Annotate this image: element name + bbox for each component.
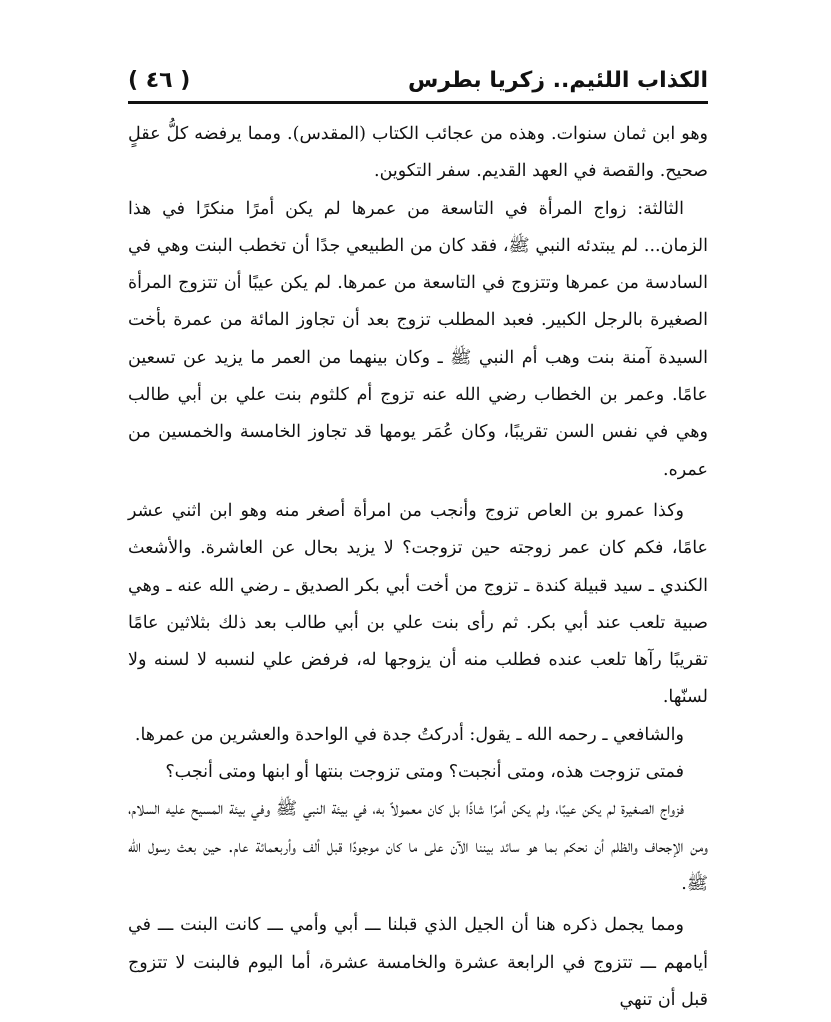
page-header (128, 64, 708, 100)
header-divider (128, 101, 708, 104)
paragraph: فمتى تزوجت هذه، ومتى أنجبت؟ ومتى تزوجت بنتها أو ابنها ومتى أنجب؟ (165, 762, 684, 783)
body-text (128, 116, 708, 1019)
paragraph: وكذا عمرو بن العاص تزوج وأنجب من امرأة أصغر منه وهو ابن اثني عشر عامًا، فكم كان عمر زوجته حين تزوجت؟ لا يزيد بحال عن العاشرة. والأشعث الكندي ـ سيد قبيلة كندة ـ تزوج من أخت أبي بكر الصديق ـ رضي الله عنه ـ وهي صبية تلعب عند أبي بكر. ثم رأى بنت علي بن أبي طالب بعد ذلك بثلاثين عامًا تقريبًا رآها تلعب عنده فطلب منه أن يزوجها له، فرفض علي لنسبه لا لسنه ولا لسنّها. (128, 500, 708, 708)
paragraph: ومما يجمل ذكره هنا أن الجيل الذي قبلنا ـــ أبي وأمي ـــ كانت البنت ـــ في أيامهم ـــ تتزوج في الرابعة عشرة والخامسة عشرة، أما اليوم فالبنت لا تتزوج قبل أن تنهي (128, 915, 708, 1010)
paragraph: والشافعي ـ رحمه الله ـ يقول: أدركتُ جدة في الواحدة والعشرين من عمرها. (134, 724, 684, 745)
paragraph: وهو ابن ثمان سنوات. وهذه من عجائب الكتاب (المقدس). ومما يرفضه كلُّ عقلٍ صحيح. والقصة في العهد القديم. سفر التكوين. (128, 124, 708, 182)
page-number: ( ٤٦ ) (128, 68, 191, 93)
paragraph: فزواج الصغيرة لم يكن عيبًا، ولم يكن أمرًا شاذًا بل كان معمولاً به، في بيئة النبي ﷺ وفي بيئة المسيح عليه السلام، ومن الإجحاف والظلم أن نحكم بما هو سائد بيننا الآن على ما كان موجودًا قبل ألف وأربعمائة عام. حين بعث رسول الله ﷺ. (128, 799, 708, 894)
paragraph: الثالثة: زواج المرأة في التاسعة من عمرها لم يكن أمرًا منكرًا في هذا الزمان... لم يبتدئه النبي ﷺ، فقد كان من الطبيعي جدًا أن تخطب البنت وهي في السادسة من عمرها وتتزوج في التاسعة من عمرها. لم يكن عيبًا أن تتزوج المرأة الصغيرة بالرجل الكبير. فعبد المطلب تزوج بعد أن تجاوز المائة من عمرة بأخت السيدة آمنة بنت وهب أم النبي ﷺ ـ وكان بينهما من العمر ما يزيد عن تسعين عامًا. وعمر بن الخطاب رضي الله عنه تزوج أم كلثوم بنت علي بن أبي طالب وهي في نفس السن تقريبًا، وكان عُمَر يومها قد تجاوز الخامسة والخمسين من عمره. (128, 198, 708, 480)
running-title: الكذاب اللئيم.. زكريا بطرس (407, 68, 708, 93)
